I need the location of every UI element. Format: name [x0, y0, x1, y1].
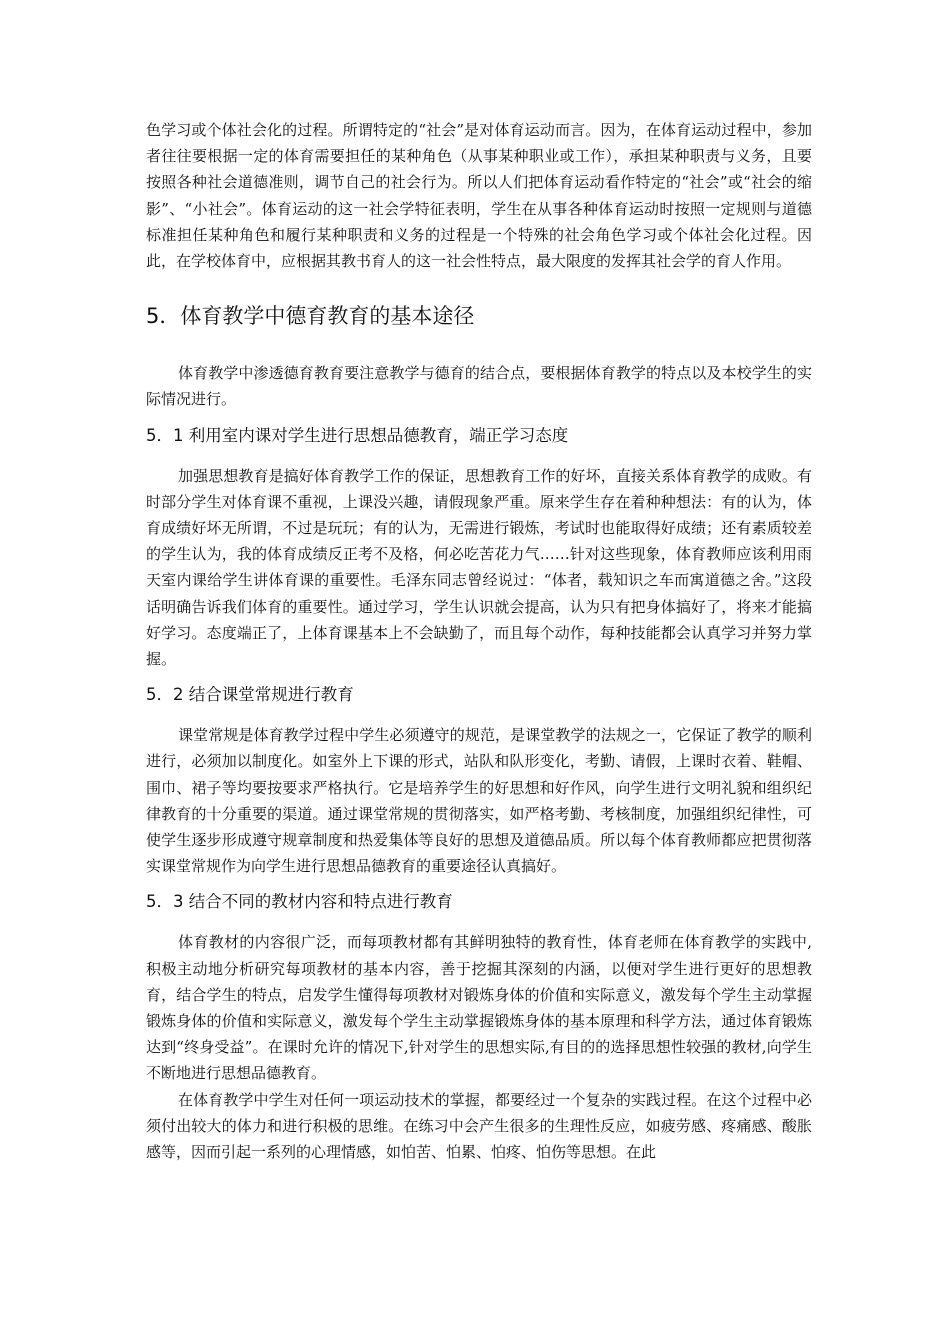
section-5-3-paragraph-1: 体育教材的内容很广泛，而每项教材都有其鲜明独特的教育性，体育老师在体育教学的实践中,积极主动地分析研究每项教材的基本内容，善于挖掘其深刻的内涵，以便对学生进行更好的思想教育，结合学生的特点，启发学生懂得每项教材对锻炼身体的价值和实际意义，激发每个学生主动掌握锻炼身体的价值和实际意义，激发每个学生主动掌握锻炼身体的基本原理和科学方法，通过体育锻炼达到“终身受益”。在课时允许的情况下,针对学生的思想实际,有目的的选择思想性较强的教材,向学生不断地进行思想品德教育。 [146, 933, 812, 1083]
section-5-heading: 5．体育教学中德育教育的基本途径 [146, 304, 475, 329]
section-5-2-paragraph: 课堂常规是体育教学过程中学生必须遵守的规范，是课堂教学的法规之一，它保证了教学的顺利进行，必须加以制度化。如室外上下课的形式，站队和队形变化，考勤、请假，上课时衣着、鞋帽、围巾、裙子等均要按要求严格执行。它是培养学生的好思想和好作风，向学生进行文明礼貌和组织纪律教育的十分重要的渠道。通过课堂常规的贯彻落实，如严格考勤、考核制度，加强组织纪律性，可使学生逐步形成遵守规章制度和热爱集体等良好的思想及道德品质。所以每个体育教师都应把贯彻落实课堂常规作为向学生进行思想品德教育的重要途径认真搞好。 [146, 726, 812, 876]
intro-paragraph: 色学习或个体社会化的过程。所谓特定的“社会”是对体育运动而言。因为，在体育运动过程中，参加者往往要根据一定的体育需要担任的某种角色（从事某种职业或工作），承担某种职责与义务，且要按照各种社会道德准则，调节自己的社会行为。所以人们把体育运动看作特定的“社会”或“社会的缩影”、“小社会”。体育运动的这一社会学特征表明，学生在从事各种体育运动时按照一定规则与道德标准担任某种角色和履行某种职责和义务的过程是一个特殊的社会角色学习或个体社会化过程。因此，在学校体育中，应根据其教书育人的这一社会性特点，最大限度的发挥其社会学的育人作用。 [146, 121, 812, 271]
spacer [146, 453, 812, 463]
section-5-3-paragraph-2: 在体育教学中学生对任何一项运动技术的掌握，都要经过一个复杂的实践过程。在这个过程中必须付出较大的体力和进行积极的思维。在练习中会产生很多的生理性反应，如疲劳感、疼痛感、酸胀感等，因而引起一系列的心理情感，如怕苦、怕累、怕疼、怕伤等思想。在此 [146, 1090, 812, 1162]
section-5-1-heading: 5．1 利用室内课对学生进行思想品德教育，端正学习态度 [146, 425, 569, 445]
section-5-2-heading: 5．2 结合课堂常规进行教育 [146, 685, 354, 705]
spacer [146, 919, 812, 929]
section-5-3-heading: 5．3 结合不同的教材内容和特点进行教育 [146, 892, 453, 912]
spacer [146, 336, 812, 360]
document-page [146, 117, 812, 1165]
section-5-paragraph: 体育教学中渗透德育教育要注意教学与德育的结合点，要根据体育教学的特点以及本校学生的实际情况进行。 [146, 364, 812, 409]
section-5-1-paragraph: 加强思想教育是搞好体育教学工作的保证，思想教育工作的好坏，直接关系体育教学的成败。有时部分学生对体育课不重视，上课没兴趣，请假现象严重。原来学生存在着种种想法：有的认为，体育成绩好坏无所谓，不过是玩玩；有的认为，无需进行锻炼，考试时也能取得好成绩；还有素质较差的学生认为，我的体育成绩反正考不及格，何必吃苦花力气……针对这些现象，体育教师应该利用雨天室内课给学生讲体育课的重要性。毛泽东同志曾经说过：“体者，载知识之车而寓道德之舍。”这段话明确告诉我们体育的重要性。通过学习，学生认识就会提高，认为只有把身体搞好了，将来才能搞好学习。态度端正了，上体育课基本上不会缺勤了，而且每个动作，每种技能都会认真学习并努力掌握。 [146, 466, 812, 669]
spacer [146, 712, 812, 722]
